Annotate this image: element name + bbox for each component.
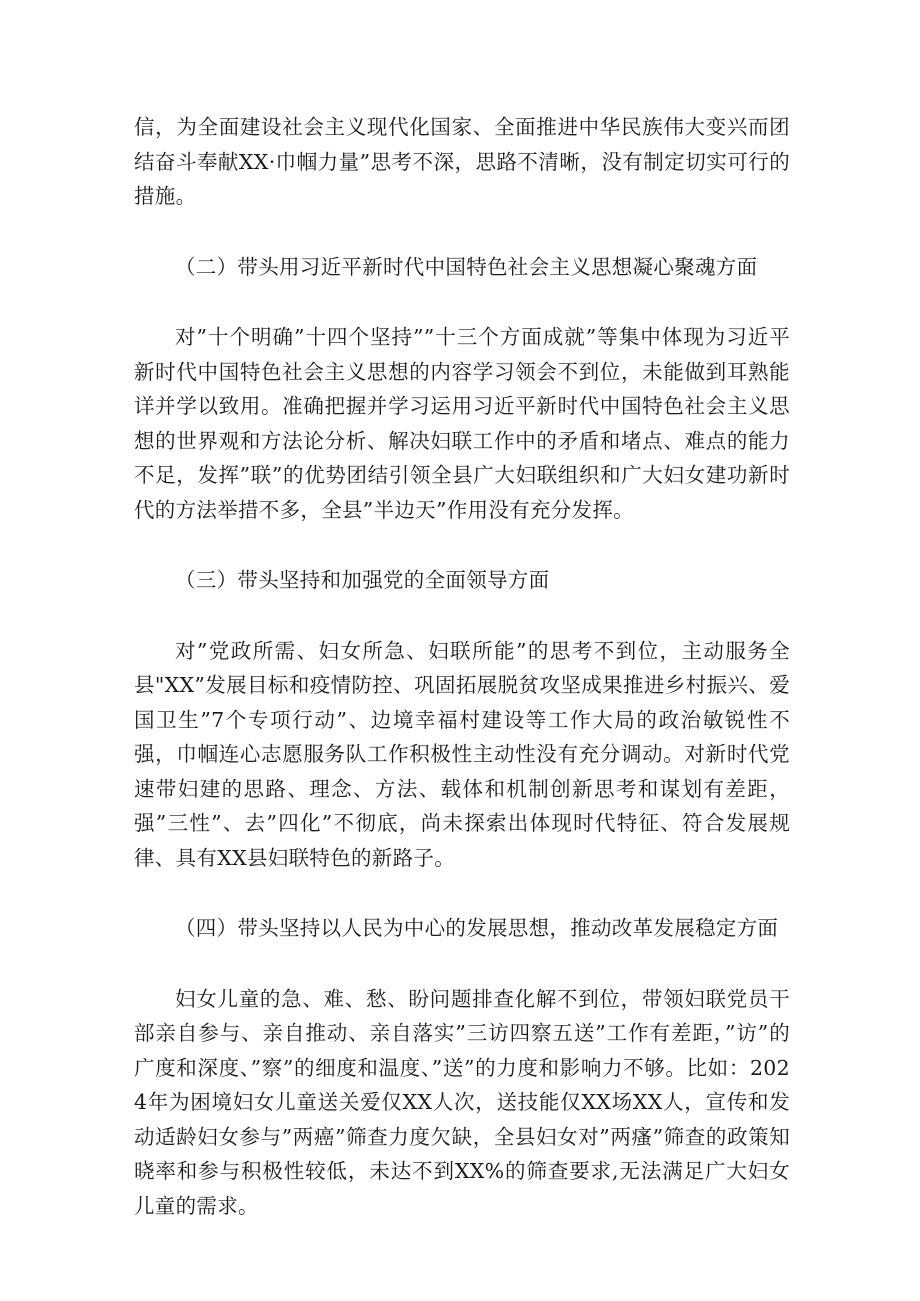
spacer (134, 875, 790, 911)
spacer (134, 946, 790, 982)
spacer (134, 284, 790, 320)
spacer (134, 598, 790, 634)
spacer (134, 527, 790, 563)
section-body-4: 妇女儿童的急、难、愁、盼问题排查化解不到位，带领妇联党员干部亲自参与、亲自推动、亲自落实”三访四察五送”工作有差距，”访”的广度和深度、”察”的细度和温度、”送”的力度和影响力不够。比如：2024年为困境妇女儿童送关爱仅XX人次，送技能仅XX场XX人，宣传和发动适龄妇女参与”两癌”筛查力度欠缺，全县妇女对”两瘙”筛查的政策知晓率和参与积极性较低，未达不到XX%的筛查要求,无法满足广大妇女儿童的需求。 (134, 986, 790, 1218)
document-page (134, 110, 790, 1223)
section-heading-2: （二）带头用习近平新时代中国特色社会主义思想凝心聚魂方面 (175, 254, 758, 279)
section-body-3: 对”党政所需、妇女所急、妇联所能”的思考不到位，主动服务全县"XX”发展目标和疫情防控、巩固拓展脱贫攻坚成果推进乡村振兴、爱国卫生”7个专项行动”、边境幸福村建设等工作大局的政治敏锐性不强，巾帼连心志愿服务队工作积极性主动性没有充分调动。对新时代党速带妇建的思路、理念、方法、载体和机制创新思考和谋划有差距，强”三性”、去”四化”不彻底，尚未探索出体现时代特征、符合发展规律、具有XX县妇联特色的新路子。 (134, 638, 790, 870)
section-body-2: 对”十个明确”十四个坚持””十三个方面成就”等集中体现为习近平新时代中国特色社会主义思想的内容学习领会不到位，未能做到耳熟能详并学以致用。准确把握并学习运用习近平新时代中国特色社会主义思想的世界观和方法论分析、解决妇联工作中的矛盾和堵点、难点的能力不足，发挥”联”的优势团结引领全县广大妇联组织和广大妇女建功新时代的方法举措不多，全县”半边天”作用没有充分发挥。 (134, 325, 790, 522)
spacer (134, 214, 790, 250)
continuation-paragraph: 信，为全面建设社会主义现代化国家、全面推进中华民族伟大变兴而团结奋斗奉献XX·巾帼力量”思考不深，思路不清晰，没有制定切实可行的措施。 (134, 115, 790, 208)
section-heading-3: （三）带头坚持和加强党的全面领导方面 (175, 568, 550, 592)
section-heading-4: （四）带头坚持以人民为中心的发展思想，推动改革发展稳定方面 (175, 916, 779, 940)
